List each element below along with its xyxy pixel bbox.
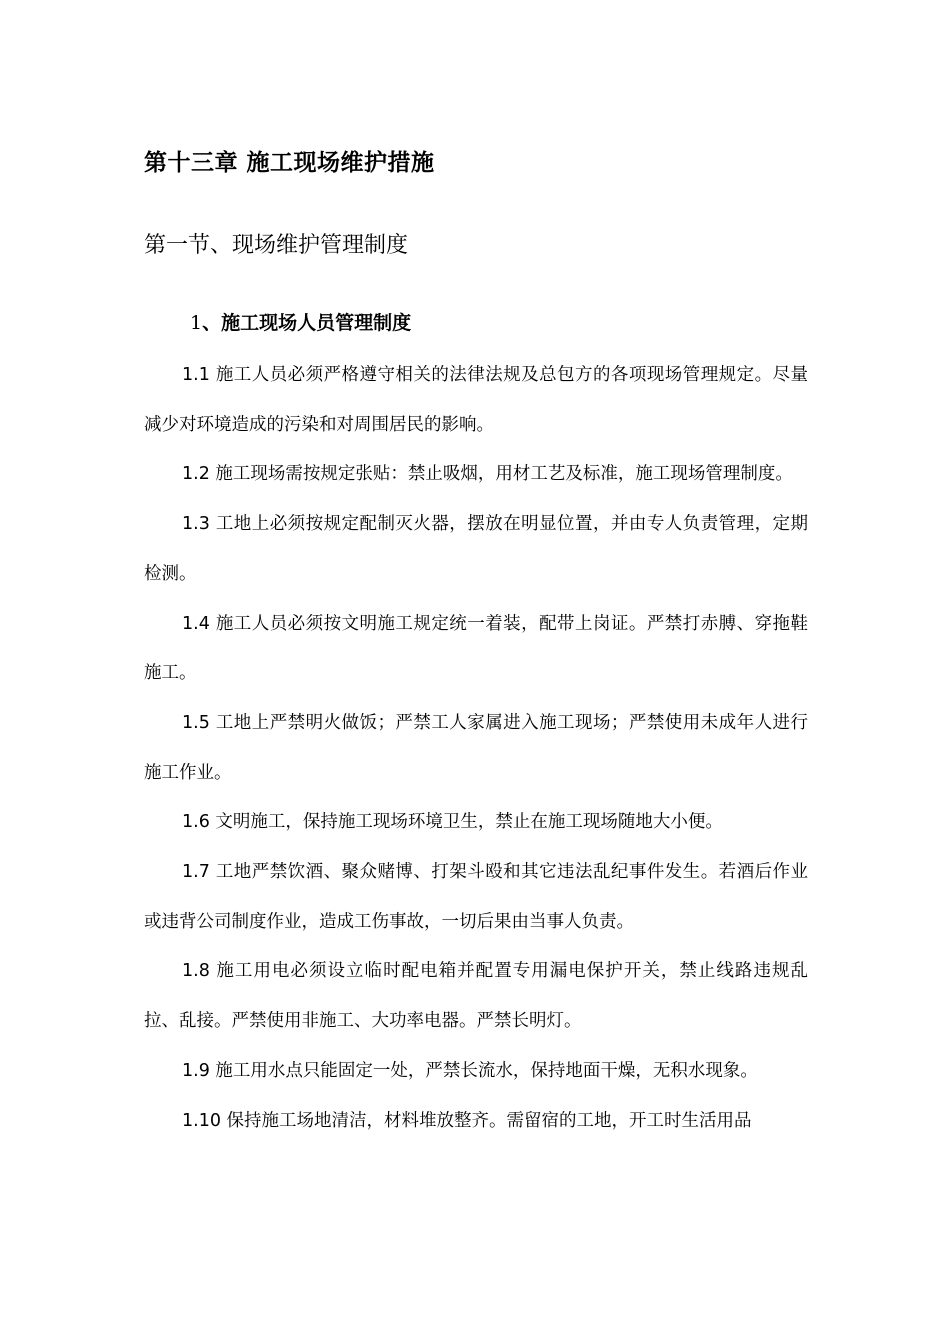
paragraph-1-2: 1.2 施工现场需按规定张贴：禁止吸烟，用材工艺及标准，施工现场管理制度。 bbox=[182, 464, 793, 485]
paragraph-1-1: 1.1 施工人员必须严格遵守相关的法律法规及总包方的各项现场管理规定。尽量减少对环境造成的污染和对周围居民的影响。 bbox=[144, 365, 808, 435]
subsection-title bbox=[190, 308, 411, 335]
section-title: 第一节、现场维护管理制度 bbox=[144, 233, 409, 258]
paragraph-1-10: 1.10 保持施工场地清洁，材料堆放整齐。需留宿的工地，开工时生活用品 bbox=[182, 1110, 752, 1131]
paragraph-1-7: 1.7 工地严禁饮酒、聚众赌博、打架斗殴和其它违法乱纪事件发生。若酒后作业或违背公司制度作业，造成工伤事故，一切后果由当事人负责。 bbox=[144, 862, 808, 932]
paragraph-1-9: 1.9 施工用水点只能固定一处，严禁长流水，保持地面干燥，无积水现象。 bbox=[182, 1060, 758, 1081]
paragraph-1-3: 1.3 工地上必须按规定配制灭火器，摆放在明显位置，并由专人负责管理，定期检测。 bbox=[144, 514, 808, 584]
chapter-title: 第十三章 施工现场维护措施 bbox=[144, 150, 435, 176]
paragraph-1-6: 1.6 文明施工，保持施工现场环境卫生，禁止在施工现场随地大小便。 bbox=[182, 812, 723, 833]
paragraph-1-5: 1.5 工地上严禁明火做饭；严禁工人家属进入施工现场；严禁使用未成年人进行施工作业。 bbox=[144, 712, 808, 783]
paragraph-1-4: 1.4 施工人员必须按文明施工规定统一着装，配带上岗证。严禁打赤膊、穿拖鞋施工。 bbox=[144, 613, 808, 684]
body-text bbox=[144, 351, 808, 1146]
subsection-number: 1 bbox=[190, 312, 203, 334]
subsection-title-text: 、施工现场人员管理制度 bbox=[202, 312, 412, 334]
paragraph-1-8: 1.8 施工用电必须设立临时配电箱并配置专用漏电保护开关，禁止线路违规乱拉、乱接。严禁使用非施工、大功率电器。严禁长明灯。 bbox=[144, 961, 808, 1032]
